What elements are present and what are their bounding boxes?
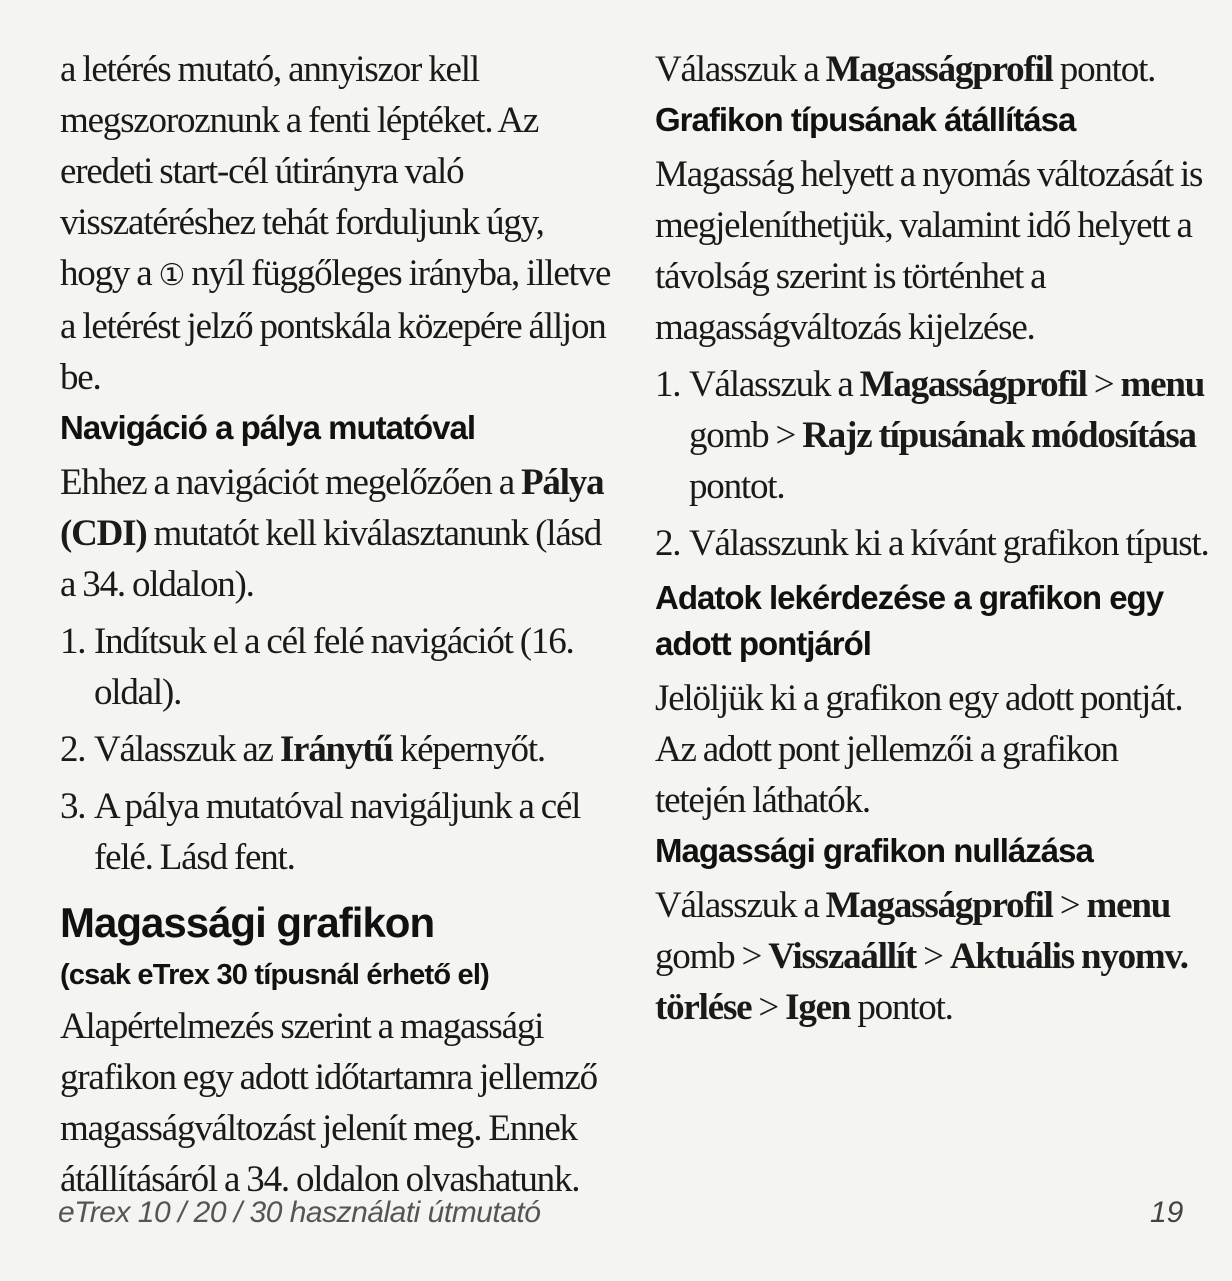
list-item: 3. A pálya mutatóval navigáljunk a cél felé. Lásd fent. bbox=[60, 786, 581, 878]
right-column bbox=[655, 44, 1210, 1033]
intro-paragraph: a letérés mutató, annyiszor kell megszoroznunk a fenti léptéket. Az eredeti start-cél útirányra való visszatéréshez tehát forduljunk úgy, hogy a ① nyíl függőleges irányba, illetve a letérést jelző pontskála közepére álljon be. bbox=[60, 49, 611, 398]
page-number: 19 bbox=[1150, 1196, 1184, 1229]
type-steps bbox=[655, 359, 1210, 569]
nav-paragraph: Ehhez a navigációt megelőzően a Pálya (CDI) mutatót kell kiválasztanunk (lásd a 34. oldalon). bbox=[60, 462, 604, 605]
query-paragraph: Jelöljük ki a grafikon egy adott pontját. Az adott pont jellemzői a grafikon tetején láthatók. bbox=[655, 678, 1183, 821]
list-item: 1. Indítsuk el a cél felé navigációt (16. oldal). bbox=[60, 621, 574, 713]
list-item: 2. Válasszunk ki a kívánt grafikon típust. bbox=[655, 523, 1209, 564]
nav-steps bbox=[60, 616, 615, 883]
list-item: 2. Válasszuk az Iránytű képernyőt. bbox=[60, 729, 545, 770]
reset-heading: Magassági grafikon nullázása bbox=[655, 832, 1093, 869]
left-column bbox=[60, 44, 615, 1205]
graph-subheading: (csak eTrex 30 típusnál érhető el) bbox=[60, 959, 489, 991]
graph-paragraph: Alapértelmezés szerint a magassági grafikon egy adott időtartamra jellemző magasságváltozást jelenít meg. Ennek átállításáról a 34. oldalon olvashatunk. bbox=[60, 1006, 597, 1200]
list-item: 1. Válasszuk a Magasságprofil > menu gomb > Rajz típusának módosítása pontot. bbox=[655, 364, 1205, 507]
query-heading: Adatok lekérdezése a grafikon egy adott pontjáról bbox=[655, 579, 1164, 662]
reset-paragraph: Válasszuk a Magasságprofil > menu gomb > Visszaállít > Aktuális nyomv. törlése > Igen pontot. bbox=[655, 885, 1188, 1028]
manual-title-footer: eTrex 10 / 20 / 30 használati útmutató bbox=[58, 1196, 541, 1229]
top-paragraph: Válasszuk a Magasságprofil pontot. bbox=[655, 49, 1156, 90]
circled-one-icon: ① bbox=[158, 258, 185, 293]
type-paragraph: Magasság helyett a nyomás változását is megjeleníthetjük, valamint idő helyett a távolság szerint is történhet a magasságváltozás kijelzése. bbox=[655, 154, 1203, 348]
nav-heading: Navigáció a pálya mutatóval bbox=[60, 409, 476, 446]
type-heading: Grafikon típusának átállítása bbox=[655, 101, 1076, 138]
graph-heading: Magassági grafikon bbox=[60, 899, 435, 946]
